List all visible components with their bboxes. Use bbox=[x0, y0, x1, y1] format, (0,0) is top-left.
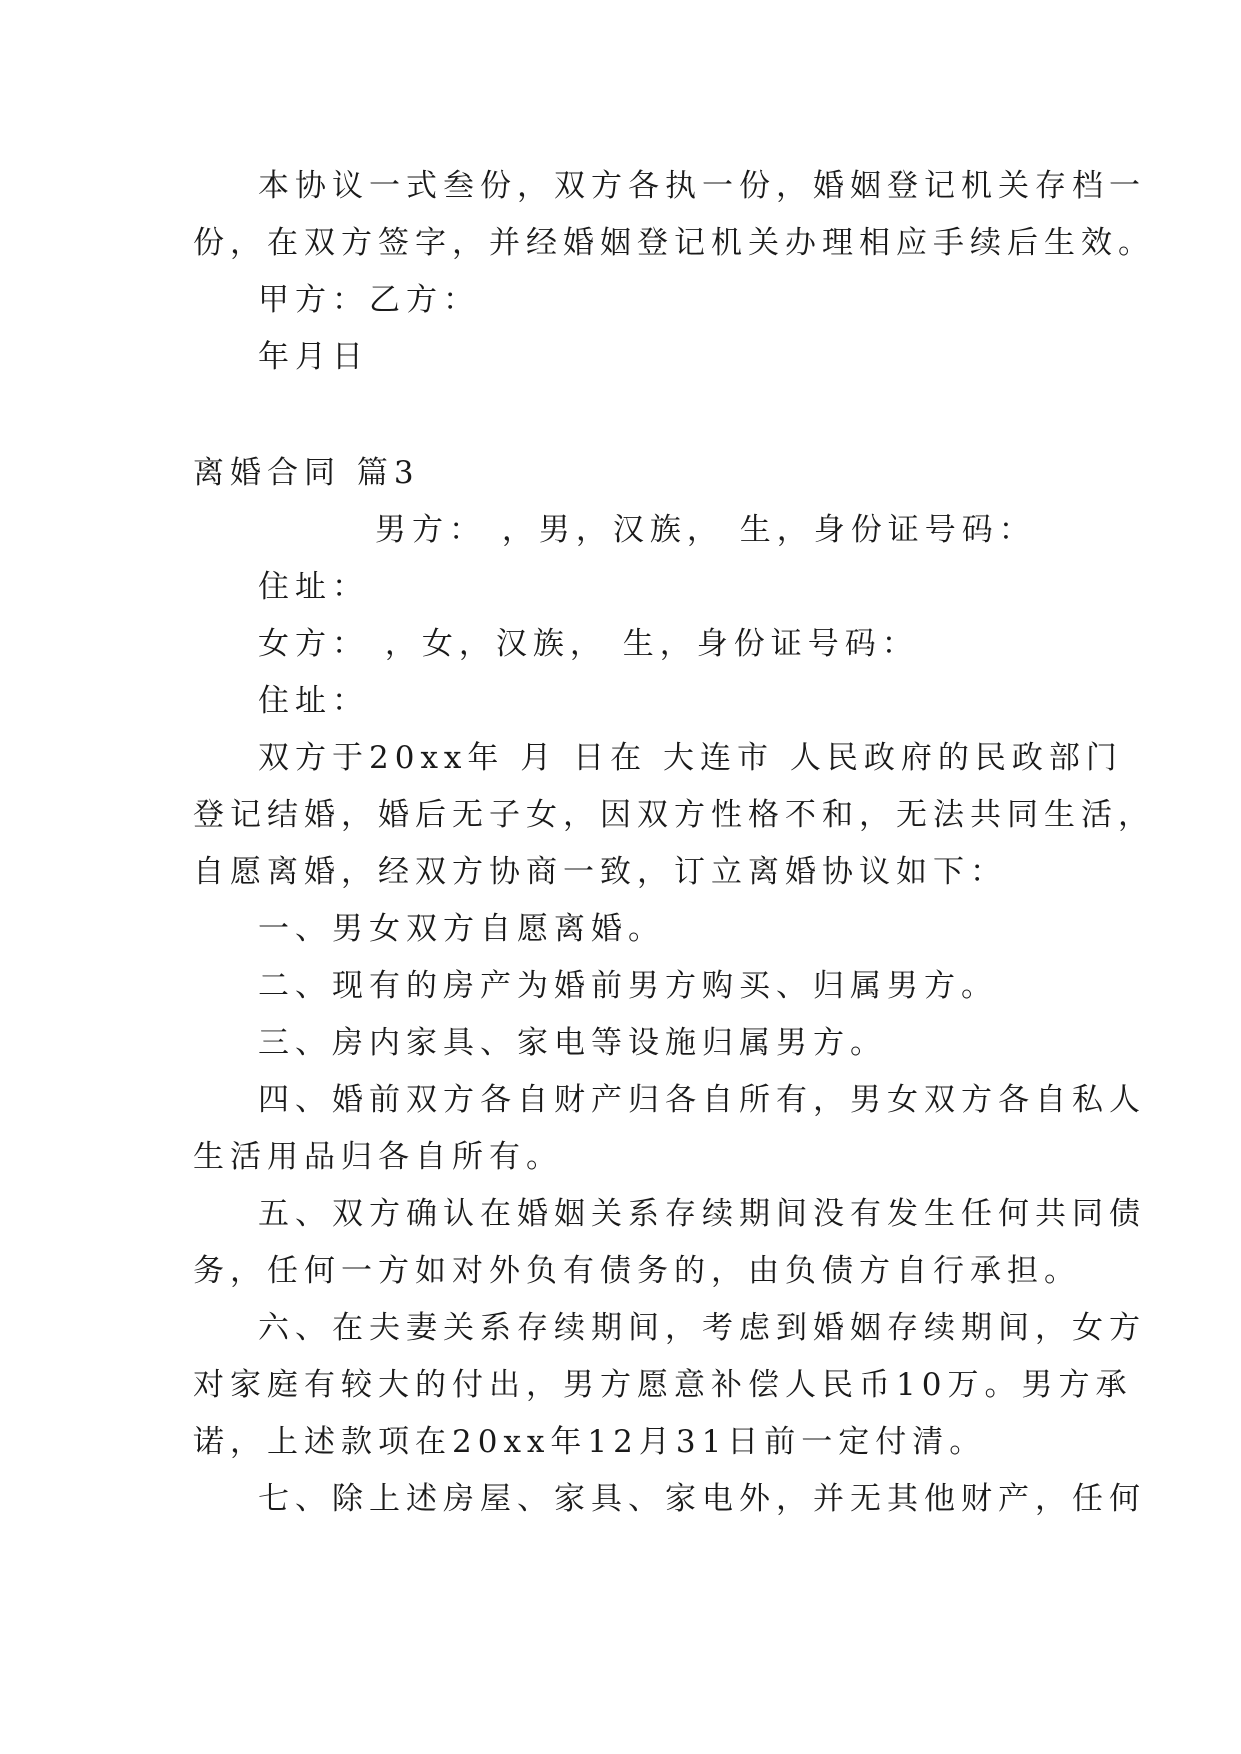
date-line: 年月日 bbox=[258, 339, 369, 375]
man-address-line: 住址： bbox=[258, 569, 369, 605]
clause-line: 务，任何一方如对外负有债务的，由负债方自行承担。 bbox=[193, 1253, 1081, 1289]
clause-line: 诺，上述款项在20xx年12月31日前一定付清。 bbox=[193, 1424, 987, 1460]
woman-address-line: 住址： bbox=[258, 683, 369, 719]
paragraph-line: 份，在双方签字，并经婚姻登记机关办理相应手续后生效。 bbox=[193, 225, 1155, 261]
woman-info-line: 女方： ，女，汉族， 生，身份证号码： bbox=[258, 626, 919, 662]
clause-line: 生活用品归各自所有。 bbox=[193, 1139, 563, 1175]
clause-line: 一、男女双方自愿离婚。 bbox=[258, 911, 665, 947]
clause-line: 三、房内家具、家电等设施归属男方。 bbox=[258, 1025, 887, 1061]
paragraph-line: 本协议一式叁份，双方各执一份，婚姻登记机关存档一 bbox=[258, 168, 1146, 204]
signature-line: 甲方：乙方： bbox=[258, 282, 480, 318]
clause-line: 二、现有的房产为婚前男方购买、归属男方。 bbox=[258, 968, 998, 1004]
paragraph-line: 双方于20xx年 月 日在 大连市 人民政府的民政部门 bbox=[258, 740, 1123, 776]
clause-line: 对家庭有较大的付出，男方愿意补偿人民币10万。男方承 bbox=[193, 1367, 1133, 1403]
clause-line: 六、在夫妻关系存续期间，考虑到婚姻存续期间，女方 bbox=[258, 1310, 1146, 1346]
clause-line: 四、婚前双方各自财产归各自所有，男女双方各自私人 bbox=[258, 1082, 1146, 1118]
paragraph-line: 自愿离婚，经双方协商一致，订立离婚协议如下： bbox=[193, 854, 1007, 890]
section-title: 离婚合同 篇3 bbox=[193, 455, 420, 491]
man-info-line: 男方： ，男，汉族， 生，身份证号码： bbox=[375, 512, 1036, 548]
paragraph-line: 登记结婚，婚后无子女，因双方性格不和，无法共同生活， bbox=[193, 797, 1155, 833]
clause-line: 五、双方确认在婚姻关系存续期间没有发生任何共同债 bbox=[258, 1196, 1146, 1232]
clause-line: 七、除上述房屋、家具、家电外，并无其他财产，任何 bbox=[258, 1481, 1146, 1517]
